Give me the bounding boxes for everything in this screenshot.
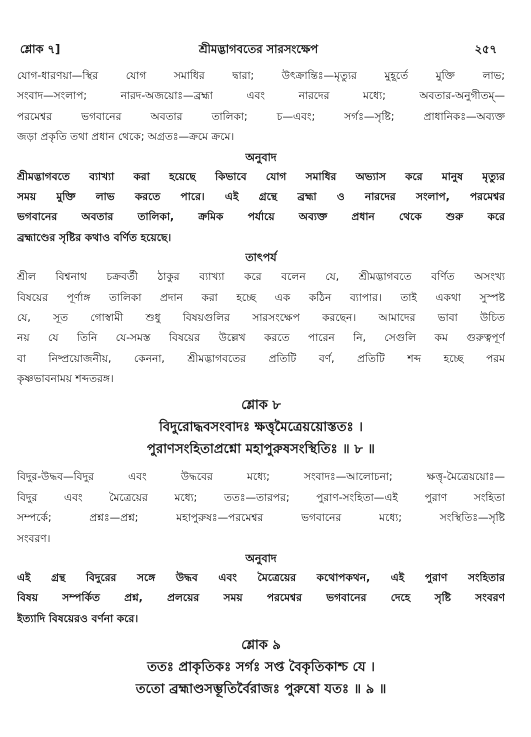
text-line: সম্পর্কে; প্রশ্নঃ—প্রশ্ন; মহাপুরুষঃ—পরমেশ্বর ভগবানের মধ্যে; সংস্থিতিঃ—সৃষ্টি bbox=[17, 512, 505, 525]
text-line: সময় মুক্তি লাভ করতে পারে। এই গ্রন্থে ব্রহ্মা ও নারদের সংলাপ, পরমেশ্বর bbox=[17, 190, 505, 203]
page-number: ২৫৭ bbox=[474, 42, 497, 56]
verse-line: ততঃ প্রাকৃতিকঃ সর্গঃ সপ্ত বৈকৃতিকাশ্চ যে । bbox=[147, 660, 375, 676]
text-line: বিষয়ের পূর্ণাঙ্গ তালিকা প্রদান করা হচ্ছে এক কঠিন ব্যাপার। তাই একথা সুস্পষ্ট bbox=[17, 291, 505, 304]
purport-block bbox=[17, 267, 505, 389]
text-line: পরমেশ্বর ভগবানের অবতার তালিকা; চ—এবং; সর্গঃ—সৃষ্টি; প্রাধানিকঃ—অব্যক্ত bbox=[17, 110, 505, 123]
verse-heading: শ্লোক ৯ bbox=[241, 638, 281, 654]
text-line: সংবরণ। bbox=[17, 532, 51, 545]
text-line: শ্রীমদ্ভাগবতে ব্যাখ্যা করা হয়েছে কিভাবে যোগ সমাধির অভ্যাস করে মানুষ মৃত্যুর bbox=[17, 170, 505, 183]
running-header bbox=[20, 41, 497, 59]
page-content bbox=[17, 66, 505, 701]
translation-heading: অনুবাদ bbox=[245, 150, 277, 164]
text-line: শ্রীল বিশ্বনাথ চক্রবর্তী ঠাকুর ব্যাখ্যা করে বলেন যে, শ্রীমদ্ভাগবতে বর্ণিত অসংখ্য bbox=[17, 271, 505, 284]
verse-line: পুরাণসংহিতাপ্রশ্নো মহাপুরুষসংস্থিতিঃ ॥ ৮ ॥ bbox=[147, 442, 375, 458]
text-line: নয় যে তিনি যে-সমস্ত বিষয়ের উল্লেখ করতে পারেন নি, সেগুলি কম গুরুত্বপূর্ণ bbox=[17, 332, 505, 345]
text-line: বিদুর-উদ্ধব—বিদুর এবং উদ্ধবের মধ্যে; সংবাদঃ—আলোচনা; ক্ষত্তৃ-মৈত্রেয়য়োঃ— bbox=[17, 471, 505, 484]
synonyms-block bbox=[17, 66, 505, 148]
text-line: বিদুর এবং মৈত্রেয়ের মধ্যে; ততঃ—তারপর; পুরাণ-সংহিতা—এই পুরাণ সংহিতা bbox=[17, 491, 505, 504]
translation-heading: অনুবাদ bbox=[245, 552, 277, 566]
header-verse-ref: শ্লোক ৭] bbox=[20, 42, 61, 56]
text-line: এই গ্রন্থ বিদুরের সঙ্গে উদ্ধব এবং মৈত্রেয়ের কথোপকথন, এই পুরাণ সংহিতার bbox=[17, 572, 505, 585]
translation-block bbox=[17, 568, 505, 629]
text-line: বিষয় সম্পর্কিত প্রশ্ন, প্রলয়ের সময় পরমেশ্বর ভগবানের দেহে সৃষ্টি সংবরণ bbox=[17, 592, 505, 605]
purport-heading: তাৎপর্য bbox=[245, 251, 277, 265]
text-line: কৃষ্ণভাবনাময় শব্দতরঙ্গ। bbox=[17, 373, 114, 386]
text-line: ইত্যাদি বিষয়েরও বর্ণনা করে। bbox=[17, 612, 139, 625]
text-line: বা নিষ্প্রয়োজনীয়, কেননা, শ্রীমদ্ভাগবতের প্রতিটি বর্ণ, প্রতিটি শব্দ হচ্ছে পরম bbox=[17, 352, 505, 365]
text-line: জড়া প্রকৃতি তথা প্রধান থেকে; অগ্রতঃ—ক্রমে ক্রমে। bbox=[17, 131, 235, 144]
translation-block bbox=[17, 167, 505, 249]
verse-line: ততো ব্রহ্মাণ্ডসম্ভূতির্বৈরাজঃ পুরুষো যতঃ ॥ ৯ ॥ bbox=[135, 682, 387, 698]
text-line: যোগ-ধারণয়া—স্থির যোগ সমাধির দ্বারা; উৎক্রান্তিঃ—মৃত্যুর মুহূর্তে মুক্তি লাভ; bbox=[17, 70, 505, 82]
sanskrit-verse bbox=[17, 657, 505, 701]
text-line: যে, সূত গোস্বামী শুধু বিষয়গুলির সারসংক্ষেপ করছেন। আমাদের ভাবা উচিত bbox=[17, 311, 505, 324]
text-line: সংবাদ—সংলাপ; নারদ-অজয়োঃ—ব্রহ্মা এবং নারদের মধ্যে; অবতার-অনুগীতম্— bbox=[17, 90, 505, 103]
header-chapter-title: শ্রীমদ্ভাগবতের সারসংক্ষেপ bbox=[198, 42, 319, 56]
text-line: ভগবানের অবতার তালিকা, ক্রমিক পর্যায়ে অব্যক্ত প্রধান থেকে শুরু করে bbox=[17, 211, 505, 224]
text-line: ব্রহ্মাণ্ডের সৃষ্টির কথাও বর্ণিত হয়েছে। bbox=[17, 231, 172, 244]
verse-line: বিদুরোদ্ধবসংবাদঃ ক্ষত্তৃমৈত্রেয়য়োস্ততঃ । bbox=[159, 420, 363, 436]
verse-heading: শ্লোক ৮ bbox=[241, 398, 281, 414]
sanskrit-verse bbox=[17, 417, 505, 461]
synonyms-block bbox=[17, 467, 505, 549]
